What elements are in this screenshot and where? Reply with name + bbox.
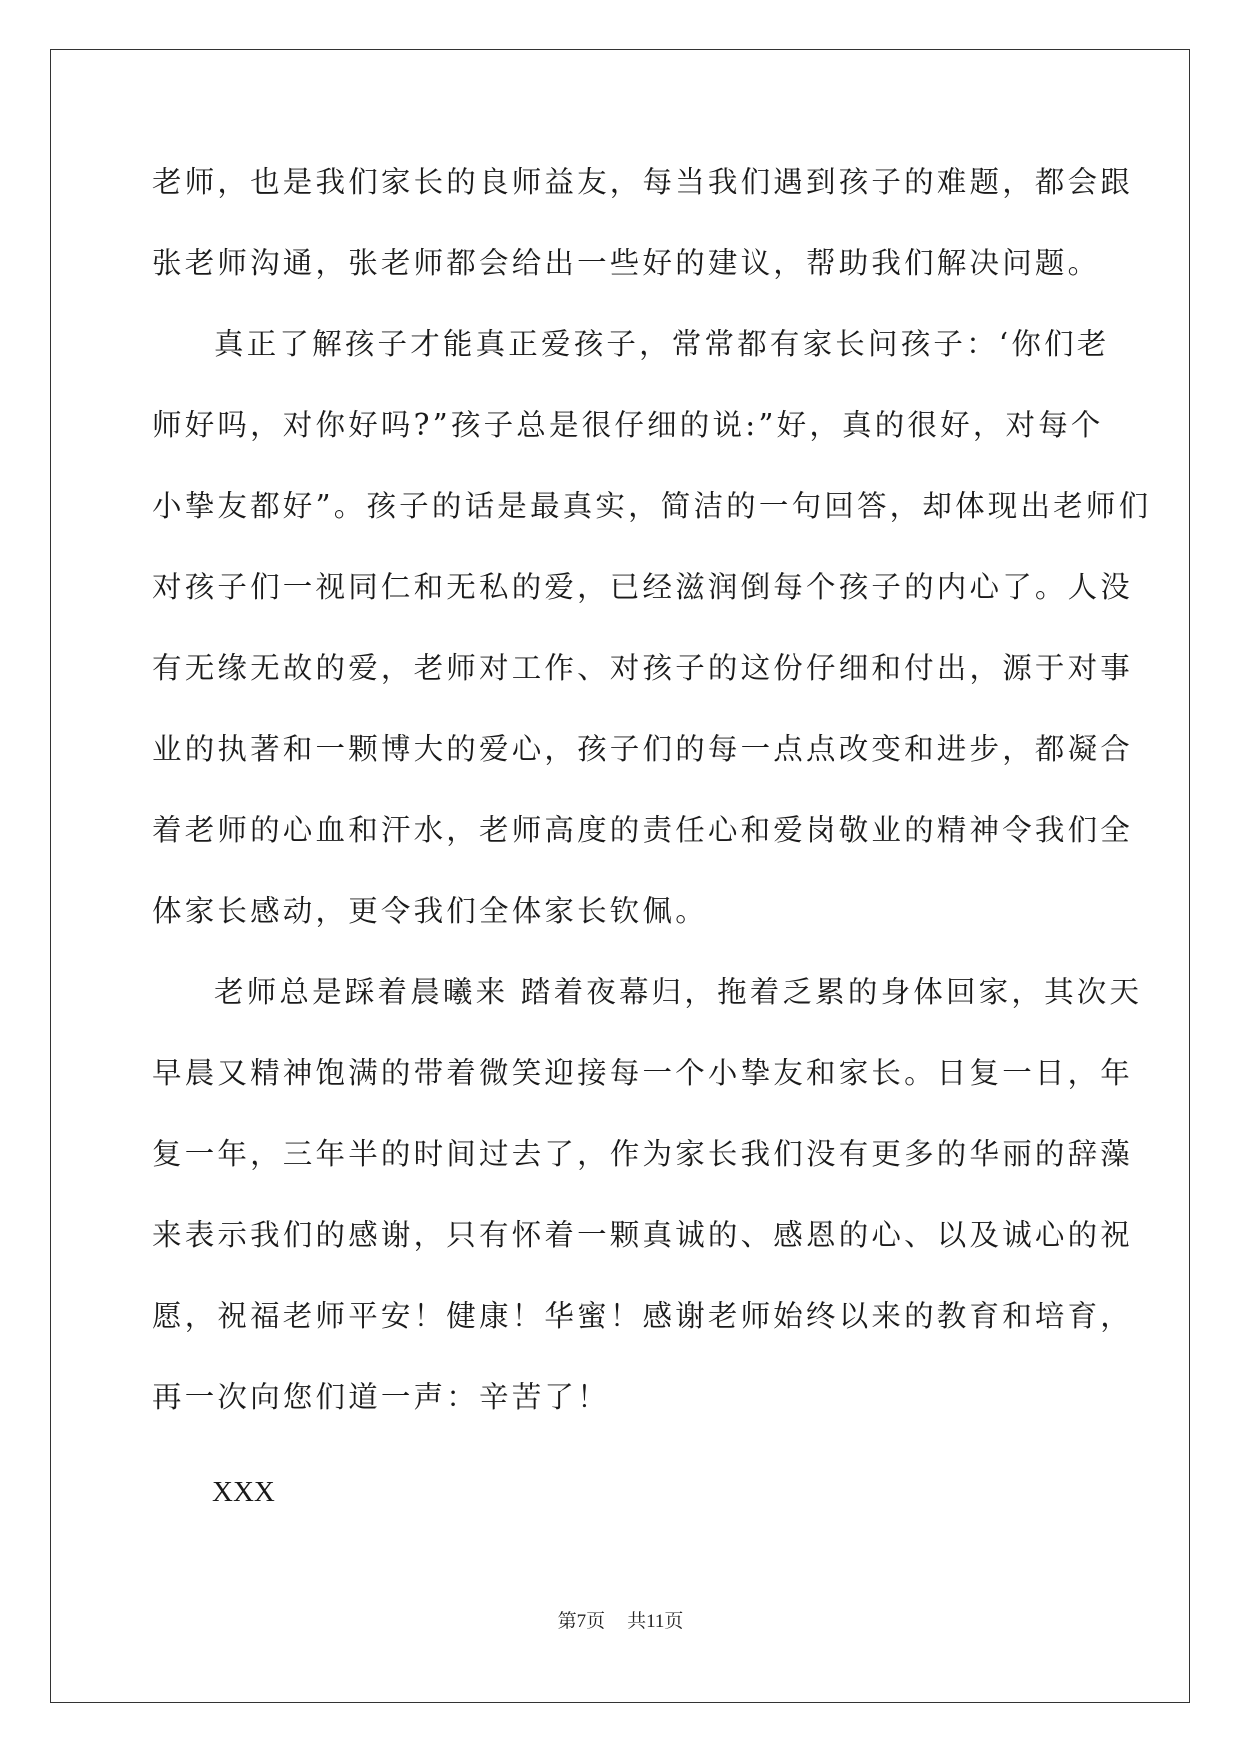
body-line: 业的执著和一颗博大的爱心，孩子们的每一点点改变和进步，都凝合 xyxy=(152,732,1134,766)
body-line: 着老师的心血和汗水，老师高度的责任心和爱岗敬业的精神令我们全 xyxy=(152,813,1134,847)
body-line: 复一年，三年半的时间过去了，作为家长我们没有更多的华丽的辞藻 xyxy=(152,1137,1134,1171)
page-total: 共11页 xyxy=(627,1611,684,1632)
body-line: 早晨又精神饱满的带着微笑迎接每一个小挚友和家长。日复一日，年 xyxy=(152,1056,1134,1090)
page-number: 第7页 xyxy=(557,1611,606,1632)
body-line: 愿，祝福老师平安！健康！华蜜！感谢老师始终以来的教育和培育， xyxy=(152,1299,1134,1333)
body-line: 张老师沟通，张老师都会给出一些好的建议，帮助我们解决问题。 xyxy=(152,246,1101,280)
document-body xyxy=(152,156,1152,1452)
body-line: 来表示我们的感谢，只有怀着一颗真诚的、感恩的心、以及诚心的祝 xyxy=(152,1218,1134,1252)
paragraph-start-line: 老师总是踩着晨曦来 踏着夜幕归，拖着乏累的身体回家，其次天 xyxy=(214,975,1143,1009)
page-footer xyxy=(0,1606,1241,1633)
body-line: 师好吗，对你好吗?”孩子总是很仔细的说:”好，真的很好，对每个 xyxy=(152,408,1104,442)
paragraph-start-line: 真正了解孩子才能真正爱孩子，常常都有家长问孩子：‘你们老 xyxy=(214,327,1110,361)
body-line: 小挚友都好”。孩子的话是最真实，简洁的一句回答，却体现出老师们 xyxy=(152,489,1152,523)
body-line: 对孩子们一视同仁和无私的爱，已经滋润倒每个孩子的内心了。人没 xyxy=(152,570,1134,604)
body-line: 再一次向您们道一声：辛苦了！ xyxy=(152,1380,610,1414)
body-line: 老师，也是我们家长的良师益友，每当我们遇到孩子的难题，都会跟 xyxy=(152,165,1134,199)
body-line: 有无缘无故的爱，老师对工作、对孩子的这份仔细和付出，源于对事 xyxy=(152,651,1134,685)
body-line: 体家长感动，更令我们全体家长钦佩。 xyxy=(152,894,708,928)
signature: XXX xyxy=(212,1476,275,1508)
